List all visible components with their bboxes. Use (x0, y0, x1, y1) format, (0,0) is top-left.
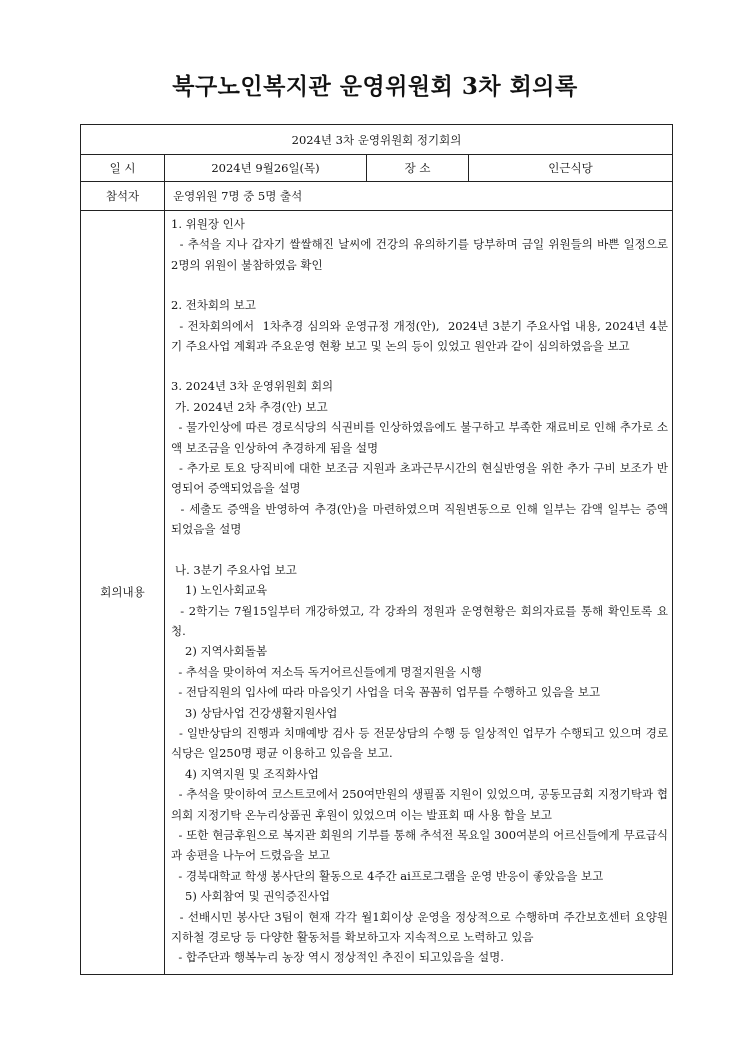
content-line: - 경북대학교 학생 봉사단의 활동으로 4주간 ai프로그램을 운영 반응이 좋았음을 보고 (171, 868, 604, 883)
content-line: 5) 사회참여 및 권익증진사업 (185, 889, 330, 904)
content-line: - 합주단과 행복누리 농장 역시 정상적인 추진이 되고있음을 설명. (171, 950, 504, 965)
content-line: 3. 2024년 3차 운영위원회 회의 (171, 379, 334, 394)
document-title: 북구노인복지관 운영위원회 3차 회의록 (172, 73, 578, 100)
meeting-content (165, 211, 673, 975)
date-label: 일 시 (81, 155, 165, 182)
content-line: 4) 지역지원 및 조직화사업 (185, 766, 319, 781)
date-value: 2024년 9월26일(목) (165, 155, 367, 182)
content-line: - 세출도 증액을 반영하여 추경(안)을 마련하였으며 직원변동으로 인해 일부는 감액 일부는 증액 되었음을 설명 (171, 501, 672, 537)
content-line: - 물가인상에 따른 경로식당의 식권비를 인상하였음에도 불구하고 부족한 재료비로 인해 추가로 소액 보조금을 인상하여 추경하게 됨을 설명 (171, 420, 669, 455)
content-spacer (171, 356, 668, 376)
content-line: - 추석을 지나 갑자기 쌀쌀해진 날씨에 건강의 유의하기를 당부하며 금일 위원들의 바쁜 일정으로 2명의 위원이 불참하였음 확인 (171, 237, 672, 272)
content-line: - 2학기는 7월15일부터 개강하였고, 각 강좌의 정원과 운영현황은 회의자료를 통해 확인토록 요청. (171, 603, 668, 638)
minutes-table (80, 124, 673, 975)
content-line: - 추가로 토요 당직비에 대한 보조금 지원과 초과근무시간의 현실반영을 위한 추가 구비 보조가 반영되어 증액되었음을 설명 (171, 461, 668, 496)
content-line: - 일반상담의 진행과 치매예방 검사 등 전문상담의 수행 등 일상적인 업무가 수행되고 있으며 경로식당은 일250명 평균 이용하고 있음을 보고. (171, 725, 668, 761)
attendees-value: 운영위원 7명 중 5명 출석 (165, 182, 673, 211)
content-line: - 또한 현금후원으로 복지관 회원의 기부를 통해 추석전 목요일 300여분의 어르신들에게 무료급식과 송편을 나누어 드렸음을 보고 (171, 827, 669, 863)
place-value: 인근식당 (469, 155, 673, 182)
content-spacer (171, 540, 668, 560)
content-body (171, 214, 672, 968)
content-label: 회의내용 (81, 211, 165, 975)
content-line: - 전차회의에서 1차추경 심의와 운영규정 개정(안), 2024년 3분기 주요사업 내용, 2024년 4분기 주요사업 계획과 주요운영 현황 보고 및 논의 등이 있었고 원안과 같이 심의하였음을 보고 (171, 318, 668, 354)
content-line: 2. 전차회의 보고 (171, 298, 256, 313)
content-line: - 추석을 맞이하여 저소득 독거어르신들에게 명절지원을 시행 (171, 664, 482, 679)
content-line: 1) 노인사회교육 (185, 583, 268, 598)
content-line: 나. 3분기 주요사업 보고 (175, 562, 297, 577)
content-line: 3) 상담사업 건강생활지원사업 (185, 705, 338, 720)
place-label: 장 소 (367, 155, 469, 182)
content-line: - 선배시민 봉사단 3팀이 현재 각각 월1회이상 운영을 정상적으로 수행하며 주간보호센터 요양원 지하철 경로당 등 다양한 활동처를 확보하고자 지속적으로 노력하고 있음 (171, 909, 672, 944)
content-line: - 추석을 맞이하여 코스트코에서 250여만원의 생필품 지원이 있었으며, 공동모금회 지정기탁과 협의회 지정기탁 온누리상품권 후원이 있었으며 이는 발표회 때 사용 함을 보고 (171, 787, 668, 822)
content-line: 가. 2024년 2차 추경(안) 보고 (175, 399, 328, 414)
content-line: 2) 지역사회돌봄 (185, 644, 268, 659)
content-line: 1. 위원장 인사 (171, 217, 245, 231)
content-spacer (171, 275, 668, 295)
content-line: - 전담직원의 입사에 따라 마음잇기 사업을 더욱 꼼꼼히 업무를 수행하고 있음을 보고 (171, 685, 601, 700)
attendees-label: 참석자 (81, 182, 165, 211)
meeting-header: 2024년 3차 운영위원회 정기회의 (81, 125, 673, 155)
